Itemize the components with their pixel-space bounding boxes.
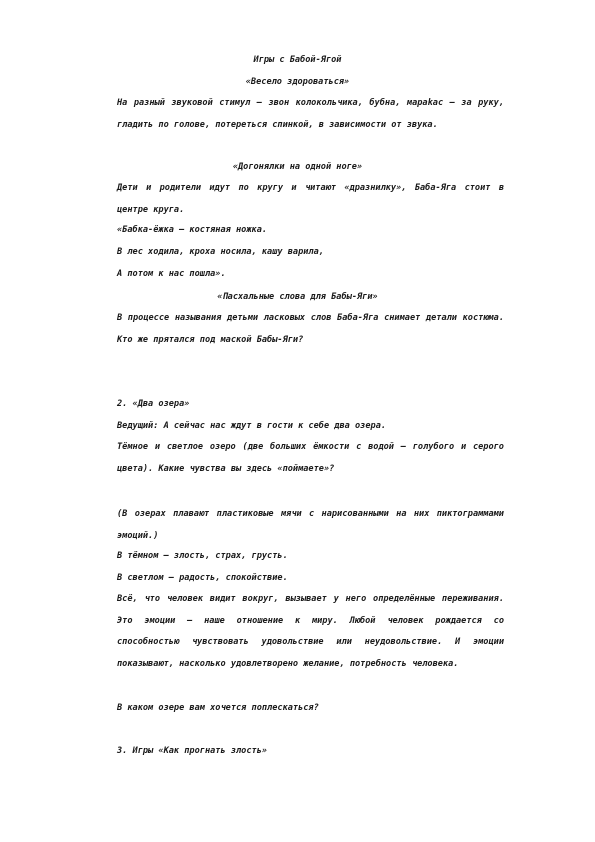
rhyme-line-1: «Бабка-ёжка – костяная ножка. <box>117 225 268 235</box>
game-intro-tag: Дети и родители идут по кругу и читают «дразнилку», Баба-Яга стоит в центре круга. <box>117 183 504 215</box>
leader-line: Ведущий: А сейчас нас ждут в гости к себе два озера. <box>117 421 387 431</box>
lakes-note: (В озерах плавают пластиковые мячи с нарисованными на них пиктограммами эмоций.) <box>117 509 504 541</box>
section-heading-anger: 3. Игры «Как прогнать злость» <box>117 746 268 756</box>
dark-lake-line: В тёмном – злость, страх, грусть. <box>117 551 288 561</box>
lakes-description: Тёмное и светлое озеро (две больших ёмкости с водой – голубого и серого цвета). Какие чувства вы здесь «поймаете»? <box>117 442 504 474</box>
game-heading-greeting: «Весело здороваться» <box>245 77 350 87</box>
lake-question: В каком озере вам хочется поплескаться? <box>117 703 319 713</box>
rhyme-line-3: А потом к нас пошла». <box>117 269 226 279</box>
game-text-greeting: На разный звуковой стимул – звон колокольчика, бубна, марakас – за руку, гладить по голове, потереться спинкой, в зависимости от звука. <box>117 98 504 130</box>
game-text-kind-words: В процессе называния детьми ласковых слов Баба-Яга снимает детали костюма. Кто же прятался под маской Бабы-Яги? <box>117 313 504 345</box>
rhyme-line-2: В лес ходила, кроха носила, кашу варила, <box>117 247 324 257</box>
emotions-paragraph: Всё, что человек видит вокруг, вызывает у него определённые переживания. Это эмоции – наше отношение к миру. Любой человек рождается со способностью чувствовать удовольствие или неудовольствие. И эмоции показывают, насколько удовлетворено желание, потребность человека. <box>117 594 504 669</box>
document-title: Игры с Бабой-Ягой <box>253 55 342 65</box>
game-heading-kind-words: «Пасхальные слова для Бабы-Яги» <box>217 292 378 302</box>
game-heading-tag: «Догонялки на одной ноге» <box>232 162 363 172</box>
section-heading-two-lakes: 2. «Два озера» <box>117 399 190 409</box>
light-lake-line: В светлом – радость, спокойствие. <box>117 573 288 583</box>
